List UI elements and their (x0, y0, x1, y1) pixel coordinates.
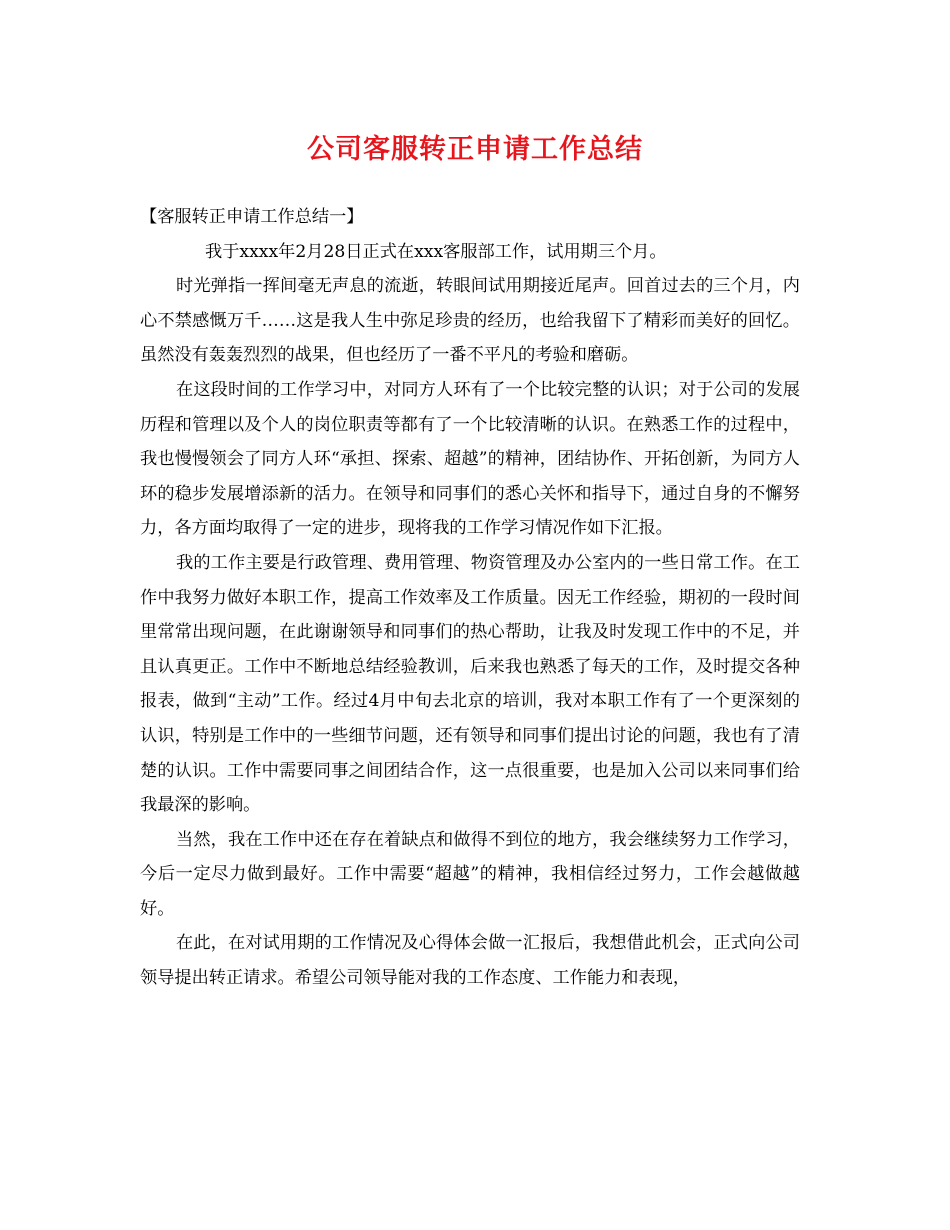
document-title: 公司客服转正申请工作总结 (307, 134, 643, 165)
intro-paragraph: 我于xxxx年2月28日正式在xxx客服部工作，试用期三个月。 (205, 241, 667, 262)
body-paragraph: 当然，我在工作中还在存在着缺点和做得不到位的地方，我会继续努力工作学习，今后一定尽力做到最好。工作中需要“超越”的精神，我相信经过努力，工作会越做越好。 (140, 829, 800, 919)
document-body (140, 200, 800, 996)
body-paragraph: 在这段时间的工作学习中，对同方人环有了一个比较完整的认识；对于公司的发展历程和管理以及个人的岗位职责等都有了一个比较清晰的认识。在熟悉工作的过程中，我也慢慢领会了同方人环“承担、探索、超越”的精神，团结协作、开拓创新，为同方人环的稳步发展增添新的活力。在领导和同事们的悉心关怀和指导下，通过自身的不懈努力，各方面均取得了一定的进步，现将我的工作学习情况作如下汇报。 (140, 379, 800, 539)
section-heading: 【客服转正申请工作总结一】 (140, 207, 364, 227)
body-paragraph: 在此，在对试用期的工作情况及心得体会做一汇报后，我想借此机会，正式向公司领导提出转正请求。希望公司领导能对我的工作态度、工作能力和表现， (140, 933, 800, 989)
body-paragraph: 时光弹指一挥间毫无声息的流逝，转眼间试用期接近尾声。回首过去的三个月，内心不禁感慨万千……这是我人生中弥足珍贵的经历，也给我留下了精彩而美好的回忆。虽然没有轰轰烈烈的战果，但也经历了一番不平凡的考验和磨砺。 (140, 276, 800, 366)
body-paragraph: 我的工作主要是行政管理、费用管理、物资管理及办公室内的一些日常工作。在工作中我努力做好本职工作，提高工作效率及工作质量。因无工作经验，期初的一段时间里常常出现问题，在此谢谢领导和同事们的热心帮助，让我及时发现工作中的不足，并且认真更正。工作中不断地总结经验教训，后来我也熟悉了每天的工作，及时提交各种报表，做到“主动”工作。经过4月中旬去北京的培训，我对本职工作有了一个更深刻的认识，特别是工作中的一些细节问题，还有领导和同事们提出讨论的问题，我也有了清楚的认识。工作中需要同事之间团结合作，这一点很重要，也是加入公司以来同事们给我最深的影响。 (140, 552, 800, 816)
